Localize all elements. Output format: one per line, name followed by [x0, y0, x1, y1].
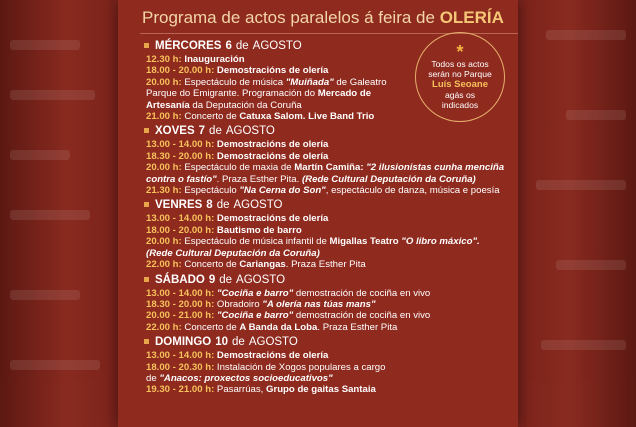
entry-text: Pasarrúas, — [214, 384, 266, 396]
schedule-entry — [146, 88, 516, 99]
blurred-text — [10, 90, 95, 100]
day-number: 8 — [206, 199, 213, 212]
day-name: XOVES — [155, 125, 195, 138]
day-month: AGOSTO — [248, 336, 298, 349]
schedule-entry — [146, 236, 516, 247]
title-prefix: Programa de actos paralelos á feira de — [142, 8, 435, 27]
entry-text: Inauguración — [181, 54, 245, 65]
asterisk-icon: * — [456, 41, 464, 62]
entry-time: 12.30 h: — [146, 54, 182, 65]
blurred-text — [10, 40, 80, 50]
day-month: AGOSTO — [252, 40, 302, 52]
blurred-text — [10, 360, 100, 370]
schedule-entry — [146, 248, 516, 259]
entry-time: 20.00 h: — [146, 236, 182, 248]
blurred-text — [556, 260, 626, 270]
entry-text: "O libro máxico". — [401, 236, 480, 248]
blurred-text — [536, 180, 626, 190]
day-heading — [144, 336, 516, 349]
schedule-entry — [146, 259, 516, 270]
day-heading — [144, 199, 516, 212]
entry-text: A Banda da Loba — [239, 321, 318, 333]
entry-text: (Rede Cultural Deputación da Coruña) — [301, 173, 476, 185]
entry-text: Demostracións de olería — [214, 65, 329, 77]
entry-text: Grupo de gaitas Santaia — [266, 384, 376, 396]
entry-text: Demostracións de olería — [214, 350, 329, 362]
entry-text: Cariangas — [239, 259, 286, 271]
entry-text: . Praza Esther Pita — [317, 321, 398, 333]
day-section — [144, 199, 516, 270]
entry-time: 20.00 h: — [146, 162, 182, 174]
entry-time: 21.00 h: — [146, 111, 182, 123]
entry-time: 13.00 - 14.00 h: — [146, 287, 215, 299]
entry-text: demostración de cociña en vivo — [293, 310, 431, 322]
entry-text: Espectáculo — [181, 185, 240, 197]
schedule-entry — [146, 350, 516, 361]
entry-text: "2 ilusionistas cunha menciña — [366, 162, 505, 174]
day-name: SÁBADO — [155, 273, 205, 286]
blurred-background-right — [526, 0, 636, 427]
entry-time: 18.00 - 20.30 h: — [146, 361, 215, 373]
entry-text: Demostracións de olería — [214, 139, 329, 151]
entry-text: Concerto de — [181, 321, 240, 333]
entry-text: de — [146, 372, 160, 384]
entry-time: 18.30 - 20.00 h: — [146, 150, 215, 162]
entry-text: Obradoiro — [214, 298, 263, 310]
day-section — [144, 274, 516, 334]
schedule-entry — [146, 362, 516, 373]
entry-text: contra o fastío" — [146, 173, 217, 185]
day-heading — [144, 274, 516, 287]
schedule-entry — [146, 174, 516, 185]
schedule-entry — [146, 384, 516, 395]
day-de: de — [219, 273, 233, 286]
entry-text: Espectáculo de música infantil de — [181, 236, 330, 248]
note-line-3: agás os — [444, 89, 476, 100]
entry-text: "Anacos: proxectos socioeducativos" — [159, 372, 333, 384]
schedule-entry — [146, 77, 516, 88]
day-de: de — [232, 336, 245, 349]
entry-text: Instalación de Xogos populares a cargo — [214, 361, 386, 373]
entry-text: Parque do Emigrante. Programación do — [146, 88, 318, 100]
schedule-entry — [146, 139, 516, 150]
day-number: 10 — [215, 336, 229, 349]
day-de: de — [209, 125, 222, 138]
entry-text: . Praza Esther Pita. — [216, 173, 302, 185]
entry-text: de Galeatro — [333, 76, 387, 88]
blurred-background-left — [0, 0, 110, 427]
day-name: DOMINGO — [155, 336, 212, 349]
note-highlight: Luís Seoane — [432, 78, 488, 90]
blurred-text — [10, 290, 80, 300]
entry-time: 13.00 - 14.00 h: — [146, 213, 215, 225]
entry-text: Bautismo de barro — [214, 224, 302, 236]
entry-text: , espectáculo de danza, música e poesía — [325, 185, 500, 197]
schedule-entry — [146, 54, 516, 65]
day-heading — [144, 40, 516, 53]
entry-time: 18.00 - 20.00 h: — [146, 224, 215, 236]
day-section — [144, 40, 516, 122]
entry-text: "Muiñada" — [285, 76, 334, 88]
day-section — [144, 336, 516, 396]
blurred-text — [541, 340, 626, 350]
day-month: AGOSTO — [236, 273, 286, 286]
entry-text: "A olería nas túas mans" — [262, 298, 376, 310]
entry-text: Espectáculo de maxia de — [181, 162, 295, 174]
entry-time: 20.00 h: — [146, 76, 182, 88]
schedule-entry — [146, 151, 516, 162]
schedule-entry — [146, 162, 516, 173]
schedule-entry — [146, 185, 516, 196]
day-heading — [144, 125, 516, 138]
square-bullet-icon — [144, 43, 149, 48]
note-line-2: serán no Parque — [428, 68, 492, 79]
schedule-entry — [146, 299, 516, 310]
schedule-entry — [146, 65, 516, 76]
entry-text: Concerto de — [181, 259, 240, 271]
entry-text: Mercado de — [317, 88, 372, 100]
entry-text: Catuxa Salom. Live Band Trio — [239, 111, 375, 123]
entry-text: demostración de cociña en vivo — [293, 287, 431, 299]
schedule-entry — [146, 288, 516, 299]
note-line-1: Todos os actos — [431, 58, 489, 69]
event-poster — [118, 0, 518, 427]
entry-text: Concerto de — [181, 111, 240, 123]
entry-text: "Cociña e barro" — [216, 310, 294, 322]
entry-text: Demostracións de olería — [214, 150, 329, 162]
day-de: de — [216, 199, 230, 212]
schedule-entry — [146, 111, 516, 122]
entry-time: 19.30 - 21.00 h: — [146, 384, 215, 396]
entry-text: "Cociña e barro" — [216, 287, 294, 299]
entry-text: (Rede Cultural Deputación da Coruña) — [146, 247, 320, 259]
square-bullet-icon — [144, 339, 149, 344]
day-name: VENRES — [155, 199, 203, 212]
entry-time: 22.00 h: — [146, 321, 182, 333]
entry-time: 13.00 - 14.00 h: — [146, 139, 215, 151]
entry-time: 22.00 h: — [146, 259, 182, 271]
schedule-entry — [146, 100, 516, 111]
entry-text: Espectáculo de música — [181, 76, 286, 88]
day-section — [144, 125, 516, 196]
day-month: AGOSTO — [233, 199, 283, 212]
entry-text: da Deputación da Coruña — [189, 99, 302, 111]
square-bullet-icon — [144, 277, 149, 282]
blurred-text — [566, 110, 626, 120]
schedule-entry — [146, 322, 516, 333]
entry-text: . Praza Esther Pita — [285, 259, 366, 271]
entry-text: Martín Camiña: — [294, 162, 367, 174]
entry-text: Migallas Teatro — [329, 236, 402, 248]
day-number: 6 — [225, 40, 232, 52]
schedule-entry — [146, 373, 516, 384]
schedule-entry — [146, 213, 516, 224]
title-highlight: OLERÍA — [439, 8, 504, 27]
day-number: 7 — [198, 125, 206, 138]
entry-text: "Na Cerna do Son" — [239, 185, 326, 197]
square-bullet-icon — [144, 128, 149, 133]
schedule-entry — [146, 225, 516, 236]
poster-title — [142, 8, 504, 28]
square-bullet-icon — [144, 202, 149, 207]
entry-time: 21.30 h: — [146, 185, 182, 197]
note-line-4: indicados — [441, 99, 479, 110]
entry-time: 20.00 - 21.00 h: — [146, 310, 215, 322]
schedule-entry — [146, 310, 516, 321]
blurred-text — [10, 210, 90, 220]
entry-time: 13.00 - 14.00 h: — [146, 350, 215, 362]
entry-time: 18.00 - 20.00 h: — [146, 65, 215, 77]
day-de: de — [235, 40, 249, 52]
day-name: MÉRCORES — [155, 40, 222, 52]
schedule-list — [144, 40, 516, 399]
blurred-text — [546, 30, 626, 40]
day-number: 9 — [208, 273, 216, 286]
entry-text: Artesanía — [146, 99, 190, 111]
day-month: AGOSTO — [225, 125, 275, 138]
entry-time: 18.30 - 20.00 h: — [146, 298, 215, 310]
blurred-text — [10, 150, 70, 160]
entry-text: Demostracións de olería — [214, 213, 329, 225]
